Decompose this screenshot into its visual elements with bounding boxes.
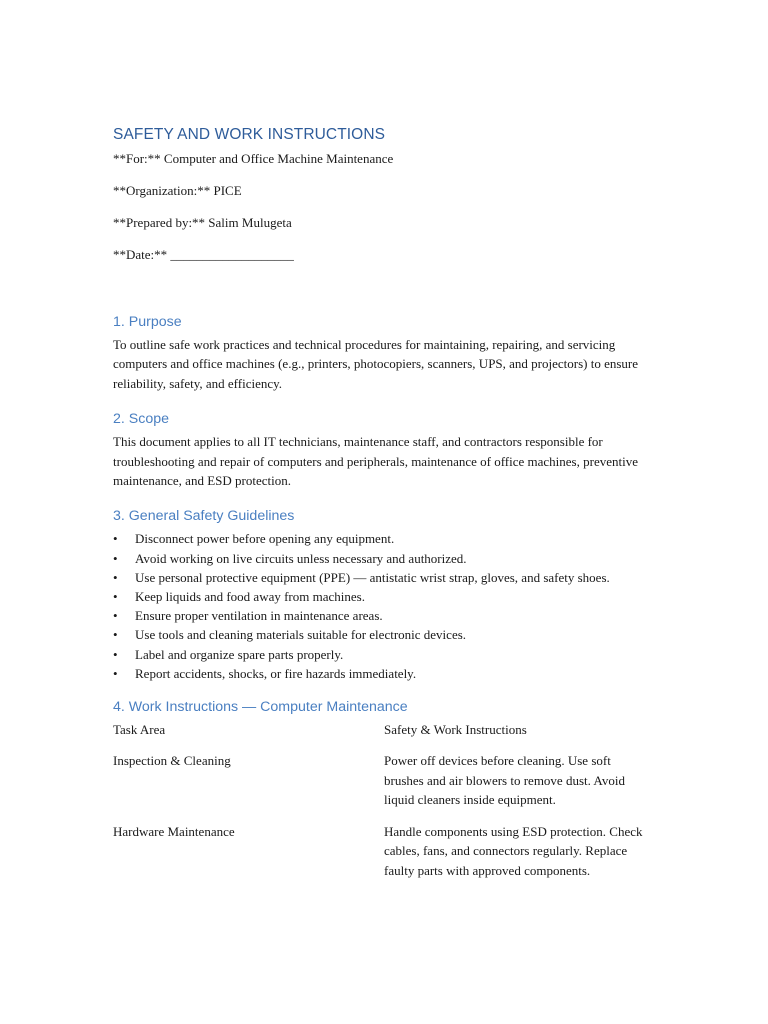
column-header-instructions: Safety & Work Instructions [384, 722, 527, 738]
list-item-text: Keep liquids and food away from machines. [135, 589, 365, 605]
table-cell-task: Inspection & Cleaning [113, 753, 231, 769]
list-item [113, 587, 653, 606]
section-guidelines [113, 506, 653, 683]
section-heading-scope: 2. Scope [113, 411, 170, 428]
guidelines-list [113, 529, 653, 683]
table-cell-task: Hardware Maintenance [113, 823, 235, 839]
bullet-icon: • [113, 589, 118, 605]
list-item [113, 664, 653, 683]
list-item [113, 568, 653, 587]
list-item-text: Label and organize spare parts properly. [135, 646, 344, 662]
table-cell-instructions: Handle components using ESD protection. Check cables, fans, and connectors regularly. Replace faulty parts with approved components. [384, 823, 643, 878]
meta-date: **Date:** ___________________ [113, 247, 294, 262]
section-text-purpose: To outline safe work practices and technical procedures for maintaining, repairing, and servicing computers and office machines (e.g., printers, photocopiers, scanners, UPS, and projectors) to ensure reliability, safety, and efficiency. [113, 337, 639, 391]
list-item-text: Ensure proper ventilation in maintenance areas. [135, 608, 383, 624]
meta-prepared-by: **Prepared by:** Salim Mulugeta [113, 215, 292, 230]
table-cell-instructions: Power off devices before cleaning. Use soft brushes and air blowers to remove dust. Avoid liquid cleaners inside equipment. [384, 753, 625, 808]
list-item-text: Report accidents, shocks, or fire hazards immediately. [135, 665, 417, 681]
list-item-text: Avoid working on live circuits unless necessary and authorized. [135, 550, 467, 566]
spacer [113, 277, 653, 312]
section-purpose [113, 312, 653, 393]
table-row [113, 751, 653, 821]
list-item [113, 606, 653, 625]
meta-for: **For:** Computer and Office Machine Maintenance [113, 151, 394, 166]
bullet-icon: • [113, 531, 118, 547]
document-page [113, 124, 653, 892]
section-text-scope: This document applies to all IT technicians, maintenance staff, and contractors responsible for troubleshooting and repair of computers and peripherals, maintenance of office machines, preventive maintenance, and ESD protection. [113, 434, 638, 489]
section-heading-work-instructions: 4. Work Instructions — Computer Maintenance [113, 699, 408, 716]
section-work-instructions [113, 697, 653, 892]
meta-organization: **Organization:** PICE [113, 183, 242, 198]
document-title: SAFETY AND WORK INSTRUCTIONS [113, 126, 386, 143]
table-row [113, 822, 653, 892]
list-item-text: Disconnect power before opening any equipment. [135, 531, 395, 547]
bullet-icon: • [113, 608, 118, 624]
bullet-icon: • [113, 550, 118, 566]
section-heading-guidelines: 3. General Safety Guidelines [113, 508, 295, 525]
bullet-icon: • [113, 569, 118, 585]
list-item [113, 549, 653, 568]
list-item [113, 529, 653, 548]
section-heading-purpose: 1. Purpose [113, 314, 182, 330]
bullet-icon: • [113, 627, 118, 643]
list-item-text: Use personal protective equipment (PPE) — antistatic wrist strap, gloves, and safety shoes. [135, 569, 610, 585]
column-header-task-area: Task Area [113, 722, 166, 738]
list-item [113, 625, 653, 644]
bullet-icon: • [113, 646, 118, 662]
bullet-icon: • [113, 665, 118, 681]
work-instructions-table [113, 720, 653, 892]
table-header-row [113, 720, 653, 751]
list-item-text: Use tools and cleaning materials suitable for electronic devices. [135, 627, 467, 643]
section-scope [113, 409, 653, 490]
list-item [113, 645, 653, 664]
